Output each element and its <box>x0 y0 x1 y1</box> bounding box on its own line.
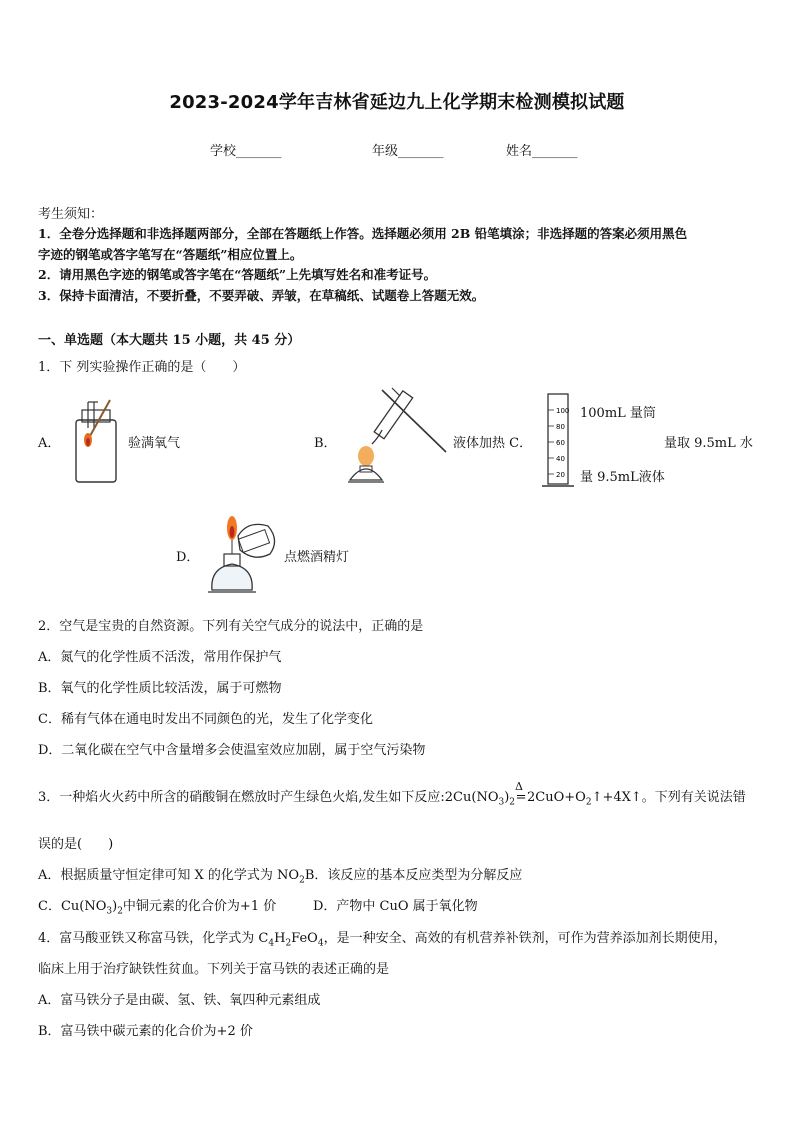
q3-stem-pre: 3．一种焰火火药中所含的硝酸铜在燃放时产生绿色火焰,发生如下反应:2Cu(NO <box>38 790 499 805</box>
q3-option-a-b[interactable] <box>38 864 522 886</box>
q1-option-c-text-3: 量 9.5mL液体 <box>580 470 665 485</box>
reaction-condition <box>515 780 527 805</box>
page-title: 2023-2024学年吉林省延边九上化学期末检测模拟试题 <box>169 92 625 113</box>
q4-stem-post: ，是一种安全、高效的有机营养补铁剂，可作为营养添加剂长期使用， <box>323 931 727 946</box>
q4-sub: 2 <box>285 938 292 949</box>
cylinder-tick: 40 <box>556 455 565 463</box>
notice-item-1b: 字迹的钢笔或答字笔写在“答题纸”相应位置上。 <box>38 247 303 262</box>
q4-stem <box>38 927 727 949</box>
q3-option-c[interactable] <box>38 895 276 917</box>
q3-option-d[interactable]: D．产物中 CuO 属于氧化物 <box>313 899 478 914</box>
q3-stem-mid: 2CuO+O <box>527 790 586 805</box>
q1-option-d-label[interactable]: D． <box>176 550 200 565</box>
q3-option-a: A．根据质量守恒定律可知 X 的化学式为 NO <box>38 868 300 883</box>
q3-sub: 2 <box>509 797 516 808</box>
notice-item-3: 3．保持卡面清洁，不要折叠，不要弄破、弄皱，在草稿纸、试题卷上答题无效。 <box>38 288 485 303</box>
q4-stem-2: 临床上用于治疗缺铁性贫血。下列关于富马铁的表述正确的是 <box>38 962 390 977</box>
q4-option-a[interactable]: A．富马铁分子是由碳、氢、铁、氧四种元素组成 <box>38 993 321 1008</box>
q3-sub: 2 <box>585 797 592 808</box>
q3-stem: 3．一种焰火火药中所含的硝酸铜在燃放时产生绿色火焰,发生如下反应$:2Cu(NO_3)_2$ Δ $=2CuO+O_2↑+4X↑$。下列有关说法错 <box>38 780 746 808</box>
q2-option-d[interactable]: D．二氧化碳在空气中含量增多会使温室效应加剧，属于空气污染物 <box>38 743 426 758</box>
q1-stem: 1．下 列实验操作正确的是（ ） <box>38 360 246 375</box>
q3-sub: 3 <box>106 906 113 917</box>
alcohol-lamp-icon <box>198 510 282 600</box>
q2-stem: 2．空气是宝贵的自然资源。下列有关空气成分的说法中，正确的是 <box>38 619 424 634</box>
q3-stem-2: 误的是( ) <box>38 837 114 852</box>
cylinder-tick: 20 <box>556 471 565 479</box>
q3-c-pre: C．Cu(NO <box>38 899 107 914</box>
q3-stem-post: ↑+4X↑。下列有关说法错 <box>591 790 746 805</box>
notice-item-1a: 1．全卷分选择题和非选择题两部分，全部在答题纸上作答。选择题必须用 2B 铅笔填涂；非选择题的答案必须用黑色 <box>38 226 688 241</box>
q4-fe: FeO <box>291 931 318 946</box>
q1-option-d-text: 点燃酒精灯 <box>284 550 350 565</box>
q3-sub: 2 <box>299 875 305 886</box>
q3-sub: 3 <box>498 797 505 808</box>
q3-c-mid: ) <box>112 899 118 914</box>
q1-option-c-text-2: 量取 9.5mL 水 <box>664 436 753 451</box>
notice-item-2: 2．请用黑色字迹的钢笔或答字笔在“答题纸”上先填写姓名和准考证号。 <box>38 267 437 282</box>
q4-sub: 4 <box>268 938 275 949</box>
q2-option-c[interactable]: C．稀有气体在通电时发出不同颜色的光，发生了化学变化 <box>38 712 373 727</box>
cylinder-tick: 100 <box>556 407 570 415</box>
q4-option-b[interactable]: B．富马铁中碳元素的化合价为+2 价 <box>38 1024 253 1039</box>
graduated-cylinder-icon <box>540 392 576 492</box>
gas-bottle-icon <box>68 398 126 486</box>
q3-option-b: B．该反应的基本反应类型为分解反应 <box>304 868 523 883</box>
q4-sub: 4 <box>317 938 324 949</box>
equals-sign: = <box>515 790 527 805</box>
q2-option-a[interactable]: A．氮气的化学性质不活泼，常用作保护气 <box>38 650 282 665</box>
q1-option-b-label[interactable]: B． <box>314 436 337 451</box>
q1-option-a-label[interactable]: A． <box>38 436 61 451</box>
q4-stem-pre: 4．富马酸亚铁又称富马铁，化学式为 C <box>38 931 269 946</box>
q3-sub: 2 <box>117 906 123 917</box>
q4-h: H <box>274 931 286 946</box>
liquid-heating-icon <box>342 384 450 494</box>
school-field[interactable]: 学校_______ <box>210 144 282 159</box>
cylinder-tick: 80 <box>556 423 565 431</box>
q2-option-b[interactable]: B．氧气的化学性质比较活泼，属于可燃物 <box>38 681 282 696</box>
delta-symbol: Δ <box>515 780 523 793</box>
section-heading: 一、单选题（本大题共 15 小题，共 45 分） <box>38 333 301 348</box>
q1-option-c-text-1: 100mL 量筒 <box>580 406 656 421</box>
cylinder-tick: 60 <box>556 439 565 447</box>
q3-c-post: 中铜元素的化合价为+1 价 <box>122 899 277 914</box>
q1-option-b-text: 液体加热 C． <box>453 436 533 451</box>
notice-heading: 考生须知： <box>38 207 104 222</box>
q1-option-a-text: 验满氧气 <box>128 436 181 451</box>
name-field[interactable]: 姓名_______ <box>506 144 578 159</box>
grade-field[interactable]: 年级_______ <box>372 144 444 159</box>
